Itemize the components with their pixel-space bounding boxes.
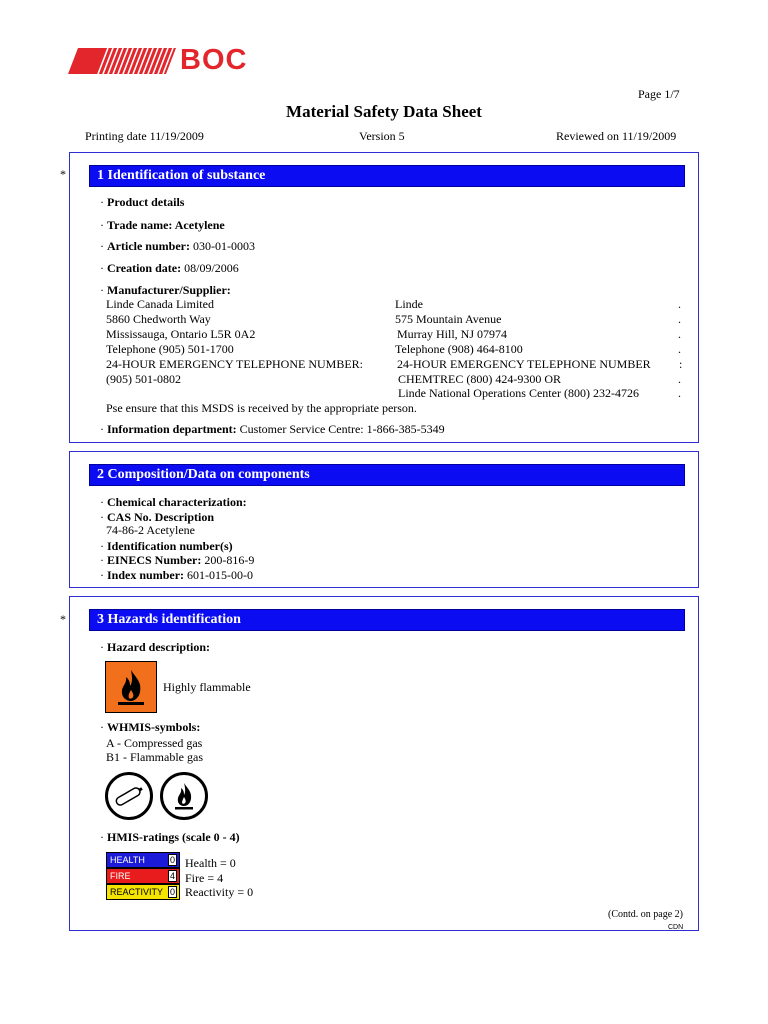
hazard-description: · Hazard description:	[100, 640, 210, 654]
hmis-fire-name: FIRE	[110, 871, 131, 881]
whmis-class-a: A - Compressed gas	[106, 736, 203, 750]
version: Version 5	[359, 129, 405, 143]
hmis-reactivity-name: REACTIVITY	[110, 887, 164, 897]
hmis-health	[106, 852, 180, 868]
supplier-right-line: Linde	[395, 297, 423, 311]
supplier-left-line: Linde Canada Limited	[106, 297, 214, 311]
page-number: Page 1/7	[638, 87, 680, 101]
right-mark: .	[678, 312, 681, 326]
right-mark: .	[678, 297, 681, 311]
hmis-label: · HMIS-ratings (scale 0 - 4)	[100, 830, 240, 844]
supplier-right-line: Telephone (908) 464-8100	[395, 342, 523, 356]
information-department: · Information department: Customer Service Centre: 1-866-385-5349	[100, 422, 445, 436]
right-mark: .	[678, 386, 681, 400]
logo-text: BOC	[180, 44, 248, 76]
section-heading: 1 Identification of substance	[89, 165, 685, 187]
section-heading: 3 Hazards identification	[89, 609, 685, 631]
boc-logo-stripes-icon	[68, 48, 176, 74]
supplier-left-line: (905) 501-0802	[106, 372, 181, 386]
continued-note: (Contd. on page 2)	[608, 909, 683, 920]
whmis-label: · WHMIS-symbols:	[100, 720, 201, 734]
trade-name: · Trade name: Acetylene	[100, 218, 225, 232]
printing-date: Printing date 11/19/2009	[85, 129, 204, 143]
whmis-class-b1: B1 - Flammable gas	[106, 750, 203, 764]
revision-star: *	[60, 167, 66, 181]
section-heading: 2 Composition/Data on components	[89, 464, 685, 486]
manufacturer-label: · Manufacturer/Supplier:	[100, 283, 231, 297]
supplier-left-line: 5860 Chedworth Way	[106, 312, 211, 326]
gas-cylinder-icon	[105, 772, 153, 820]
product-details: · Product details	[100, 195, 185, 209]
supplier-left-line: Telephone (905) 501-1700	[106, 342, 234, 356]
msds-note: Pse ensure that this MSDS is received by the appropriate person.	[106, 401, 417, 415]
right-mark: .	[678, 327, 681, 341]
flame-in-circle-icon	[160, 772, 208, 820]
identification-numbers: · Identification number(s)	[100, 539, 233, 553]
revision-star: *	[60, 612, 66, 626]
supplier-right-line: 24-HOUR EMERGENCY TELEPHONE NUMBER	[397, 357, 651, 371]
flame-icon	[105, 661, 157, 713]
reviewed-date: Reviewed on 11/19/2009	[556, 129, 677, 143]
supplier-right-line: 575 Mountain Avenue	[395, 312, 502, 326]
supplier-left-line: Mississauga, Ontario L5R 0A2	[106, 327, 256, 341]
hmis-fire	[106, 868, 180, 884]
hmis-reactivity-value: 0	[169, 887, 175, 897]
cas-value: 74-86-2 Acetylene	[106, 523, 195, 537]
flammable-label: Highly flammable	[163, 680, 251, 694]
hmis-reactivity-text: Reactivity = 0	[185, 885, 254, 899]
hmis-health-text: Health = 0	[185, 856, 236, 870]
right-mark: :	[679, 357, 683, 371]
chemical-characterization: · Chemical characterization:	[100, 495, 247, 509]
hmis-health-value: 0	[169, 855, 175, 865]
supplier-right-line: Linde National Operations Center (800) 232-4726	[398, 386, 639, 400]
article-number: · Article number: 030-01-0003	[100, 239, 255, 253]
supplier-right-line: CHEMTREC (800) 424-9300 OR	[398, 372, 561, 386]
cdn-mark: CDN	[668, 924, 684, 931]
hmis-fire-text: Fire = 4	[185, 871, 224, 885]
supplier-right-line: Murray Hill, NJ 07974	[397, 327, 507, 341]
einecs-number: · EINECS Number: 200-816-9	[100, 553, 255, 567]
hmis-reactivity	[106, 884, 180, 900]
cas-description-header: · CAS No. Description	[100, 510, 214, 524]
hmis-fire-value: 4	[169, 871, 175, 881]
hmis-health-name: HEALTH	[110, 855, 145, 865]
index-number: · Index number: 601-015-00-0	[100, 568, 254, 582]
creation-date: · Creation date: 08/09/2006	[100, 261, 239, 275]
document-title: Material Safety Data Sheet	[286, 102, 482, 121]
supplier-left-line: 24-HOUR EMERGENCY TELEPHONE NUMBER:	[106, 357, 363, 371]
right-mark: .	[678, 372, 681, 386]
right-mark: .	[678, 342, 681, 356]
